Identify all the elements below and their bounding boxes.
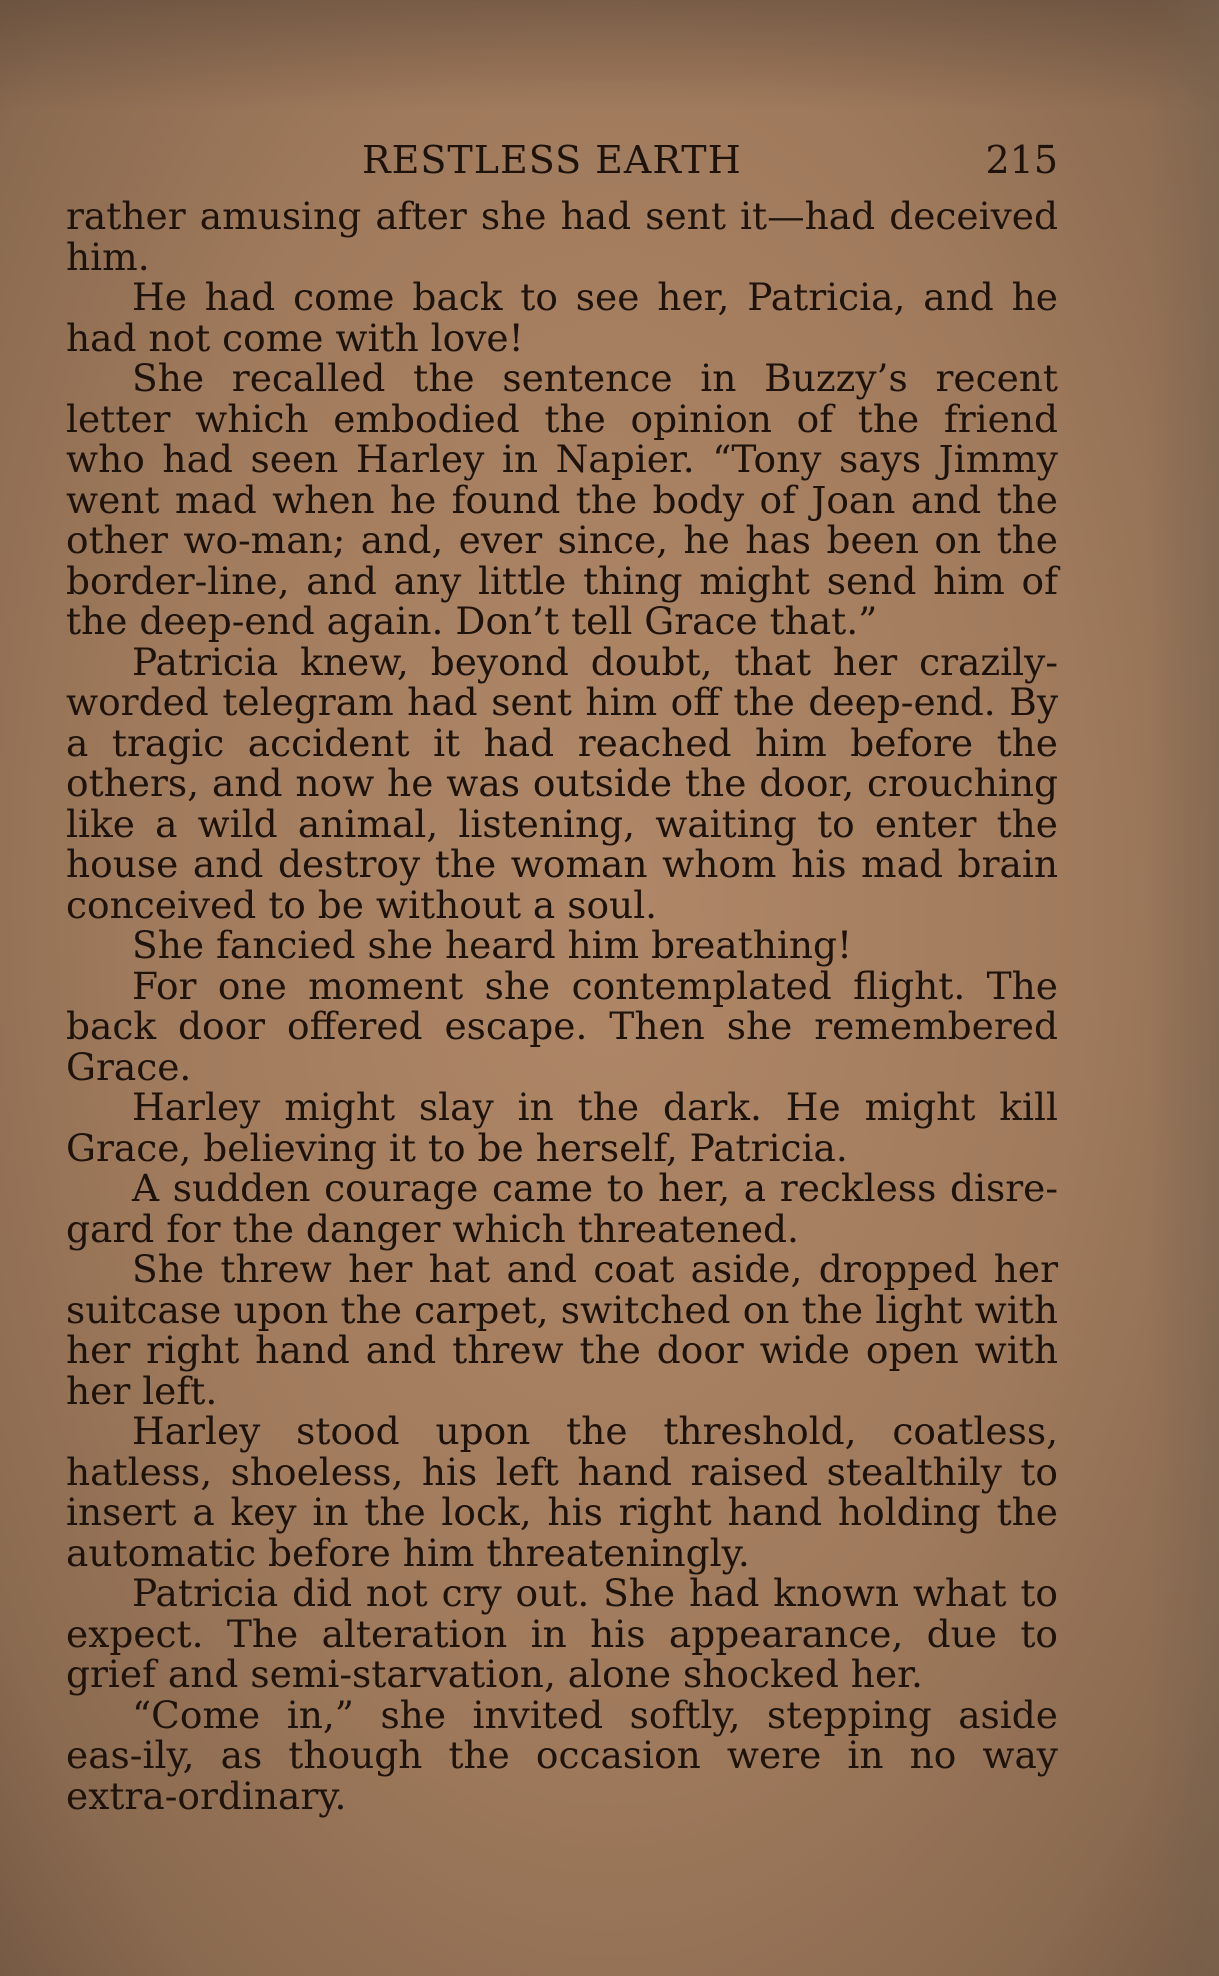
- paragraph: rather amusing after she had sent it—had deceived him.: [66, 194, 1058, 279]
- paragraph: Patricia did not cry out. She had known what to expect. The alteration in his appearance, due to grief and semi-starvation, alone shocked her.: [66, 1571, 1058, 1696]
- running-head: [66, 138, 1058, 190]
- running-head-title: RESTLESS EARTH: [362, 138, 742, 182]
- page-number: 215: [985, 138, 1058, 182]
- paragraph: Patricia knew, beyond doubt, that her crazily-worded telegram had sent him off the deep-end. By a tragic accident it had reached him before the others, and now he was outside the door, crouching like a wild animal, listening, waiting to enter the house and destroy the woman whom his mad brain conceived to be without a soul.: [66, 639, 1058, 927]
- paragraph: “Come in,” she invited softly, stepping aside eas-ily, as though the occasion were in no way extra-ordinary.: [66, 1692, 1058, 1818]
- paragraph: She fancied she heard him breathing!: [132, 923, 853, 967]
- paragraph: Harley stood upon the threshold, coatless, hatless, shoeless, his left hand raised stealthily to insert a key in the lock, his right hand holding the automatic before him threateningly.: [66, 1409, 1058, 1575]
- body-text: [66, 196, 1058, 1816]
- paragraph: Harley might slay in the dark. He might kill Grace, believing it to be herself, Patricia.: [66, 1085, 1058, 1170]
- paragraph: He had come back to see her, Patricia, and he had not come with love!: [66, 275, 1058, 360]
- paragraph: For one moment she contemplated flight. The back door offered escape. Then she remembered Grace.: [66, 963, 1058, 1089]
- paragraph: She recalled the sentence in Buzzy’s recent letter which embodied the opinion of the friend who had seen Harley in Napier. “Tony says Jimmy went mad when he found the body of Joan and the other wo-man; and, ever since, he has been on the border-line, and any little thing might send him of the deep-end again. Don’t tell Grace that.”: [66, 356, 1058, 643]
- paragraph: A sudden courage came to her, a reckless disre-gard for the danger which threatened.: [66, 1166, 1058, 1251]
- paragraph: She threw her hat and coat aside, dropped her suitcase upon the carpet, switched on the light with her right hand and threw the door wide open with her left.: [66, 1247, 1058, 1413]
